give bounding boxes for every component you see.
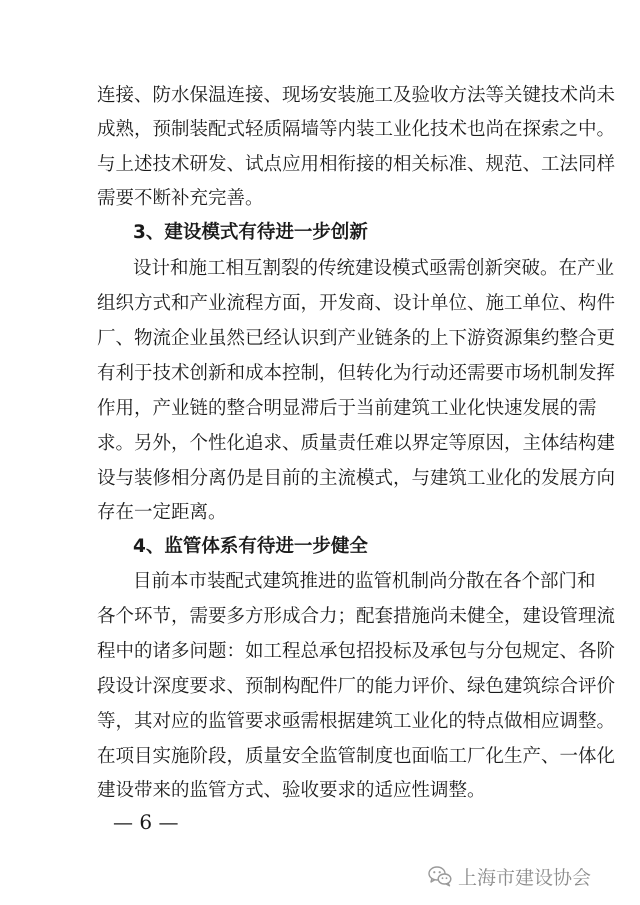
paragraph-3-line-6: 在项目实施阶段，质量安全监管制度也面临工厂化生产、一体化 [97, 746, 616, 767]
watermark-text: 上海市建设协会 [458, 866, 592, 889]
paragraph-2-line-8: 存在一定距离。 [97, 502, 227, 523]
paragraph-1-line-2: 成熟，预制装配式轻质隔墙等内装工业化技术也尚在探索之中。 [97, 119, 616, 140]
paragraph-2-line-6: 求。另外，个性化追求、质量责任难以界定等原因，主体结构建 [97, 433, 616, 454]
wechat-icon [428, 865, 452, 887]
paragraph-3-line-1: 目前本市装配式建筑推进的监管机制尚分散在各个部门和 [133, 571, 596, 592]
paragraph-1-line-4: 需要不断补充完善。 [97, 188, 264, 209]
page-number: — 6 — [113, 810, 179, 834]
paragraph-2-line-4: 有利于技术创新和成本控制，但转化为行动还需要市场机制发挥 [97, 363, 616, 384]
paragraph-3-line-4: 段设计深度要求、预制构配件厂的能力评价、绿色建筑综合评价 [97, 676, 616, 697]
paragraph-3-line-7: 建设带来的监管方式、验收要求的适应性调整。 [97, 780, 486, 801]
paragraph-3-line-5: 等，其对应的监管要求亟需根据建筑工业化的特点做相应调整。 [97, 711, 616, 732]
paragraph-2-line-7: 设与装修相分离仍是目前的主流模式，与建筑工业化的发展方向 [97, 468, 616, 489]
paragraph-2-line-3: 厂、物流企业虽然已经认识到产业链条的上下游资源集约整合更 [97, 328, 616, 349]
watermark [428, 862, 591, 890]
paragraph-2-line-2: 组织方式和产业流程方面，开发商、设计单位、施工单位、构件 [97, 293, 616, 314]
section-heading-3: 3、建设模式有待进一步创新 [133, 222, 368, 243]
paragraph-3-line-2: 各个环节，需要多方形成合力；配套措施尚未健全，建设管理流 [97, 606, 616, 627]
paragraph-1-line-1: 连接、防水保温连接、现场安装施工及验收方法等关键技术尚未 [97, 85, 616, 106]
section-heading-4: 4、监管体系有待进一步健全 [133, 536, 368, 557]
paragraph-1-line-3: 与上述技术研发、试点应用相衔接的相关标准、规范、工法同样 [97, 154, 616, 175]
paragraph-2-line-1: 设计和施工相互割裂的传统建设模式亟需创新突破。在产业 [133, 258, 615, 279]
paragraph-2-line-5: 作用，产业链的整合明显滞后于当前建筑工业化快速发展的需 [97, 398, 597, 419]
paragraph-3-line-3: 程中的诸多问题：如工程总承包招投标及承包与分包规定、各阶 [97, 641, 616, 662]
